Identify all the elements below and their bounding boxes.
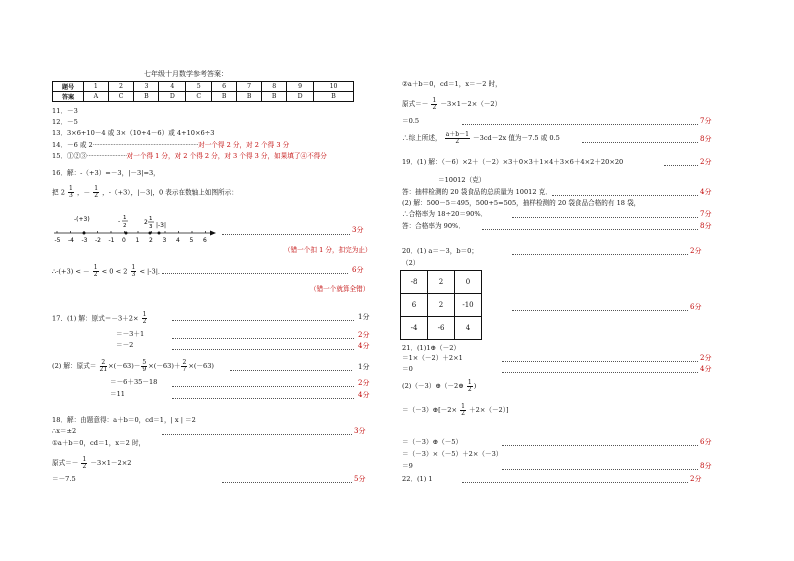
magic-square-grid xyxy=(400,270,482,340)
leader-dots xyxy=(162,273,348,274)
score: 6分 xyxy=(700,438,712,446)
leader-dots xyxy=(172,338,354,339)
grid-row xyxy=(401,271,482,294)
point-two-third xyxy=(144,216,154,235)
label-neg-half-den: 2 xyxy=(123,223,127,229)
page-title: 七年级十月数学参考答案： xyxy=(144,70,228,78)
q16-note2: （错一个就算全错） xyxy=(310,285,370,293)
q19-line-b: ＝10012（克） xyxy=(438,176,486,184)
table-cell: B xyxy=(314,92,354,102)
label-neg-half-num: 1 xyxy=(123,215,127,221)
q12-answer: 12．－5 xyxy=(52,118,78,126)
q17-2-line-c: ＝11 xyxy=(110,390,125,398)
table-cell: C xyxy=(186,92,212,102)
leader-dots xyxy=(502,372,698,373)
q16-b-post: ，-（+3），|－3|，0 表示在数轴上如图所示： xyxy=(102,188,238,197)
tick-label: 6 xyxy=(203,237,207,244)
grid-cell: 2 xyxy=(428,294,455,317)
leader-dots xyxy=(664,165,698,166)
score: 1分 xyxy=(358,363,370,371)
table-cell: 8 xyxy=(262,82,287,92)
grid-row xyxy=(401,317,482,340)
q21-line-f: ＝（－3）⊕（－5） xyxy=(402,438,463,446)
score: 3分 xyxy=(352,226,364,234)
fraction: $\frac{1}{2}$ xyxy=(94,185,99,199)
q18-line-e: ＝－7.5 xyxy=(52,475,76,483)
q16-line-a: 16．解：-（+3）=－3，|－3|=3， xyxy=(52,169,160,177)
point-marker xyxy=(125,232,128,235)
q14-note: 对一个得 2 分，对 2 个得 3 分 xyxy=(198,141,290,149)
table-cell: 5 xyxy=(186,82,212,92)
q19-line-f: 答：合格率为 90%． xyxy=(402,222,465,230)
q18-d-head: 原式＝－ xyxy=(52,459,79,467)
q15-answer xyxy=(52,152,327,161)
tick-label: 0 xyxy=(122,237,126,244)
q21-line-e xyxy=(402,402,509,418)
fraction: $\frac{1}{2}$ xyxy=(82,455,87,470)
score: 2分 xyxy=(358,331,370,339)
q15-leader: ························· xyxy=(86,152,127,160)
q21-line-a: 21．(1)1⊕（－2） xyxy=(402,344,461,352)
fraction: $\frac{a+b-1}{2}$ xyxy=(445,130,469,145)
leader-dots xyxy=(222,482,352,483)
table-cell: B xyxy=(134,92,159,102)
table-cell: 1 xyxy=(84,82,109,92)
q14-text: 14．－6 或 2 xyxy=(52,141,93,149)
score: 2分 xyxy=(690,247,702,255)
q11-answer: 11．－3 xyxy=(52,107,78,115)
score: 4分 xyxy=(358,391,370,399)
leader-dots xyxy=(462,124,698,125)
grid-row xyxy=(401,294,482,317)
q18-g-tail: －3×1－2×（－2） xyxy=(440,100,502,108)
q18-line-d xyxy=(52,455,131,471)
q19-line-e: ∴合格率为 18÷20＝90%． xyxy=(402,210,488,218)
fraction: $\frac{2}{21}$ xyxy=(99,358,108,373)
q19-line-d: (2) 解：500－5＝495，500+5=505，抽样检测的 20 袋食品合格的有 18 袋， xyxy=(402,199,641,207)
score: 2分 xyxy=(700,158,712,166)
label-neg3: -(+3) xyxy=(74,216,90,223)
fraction: $\frac{1}{2}$ xyxy=(432,96,437,111)
score: 3分 xyxy=(354,427,366,435)
fraction: $\frac{1}{2}$ xyxy=(467,378,472,393)
table-cell: 4 xyxy=(159,82,186,92)
leader-dots xyxy=(582,142,698,143)
grid-cell: 2 xyxy=(428,271,455,294)
row-label-answer: 答案 xyxy=(53,92,84,102)
q19-line-c: 答：抽样检测的 20 袋食品的总质量为 10012 克． xyxy=(402,188,552,196)
table-cell: 9 xyxy=(287,82,314,92)
fraction: $\frac{1}{2}$ xyxy=(93,264,98,278)
score: 5分 xyxy=(354,475,366,483)
point-marker xyxy=(158,232,161,235)
table-cell: B xyxy=(237,92,262,102)
grid-cell: -10 xyxy=(455,294,482,317)
table-cell: 10 xyxy=(314,82,354,92)
q14-answer xyxy=(52,141,289,150)
grid-cell: -6 xyxy=(428,317,455,340)
grid-cell: 0 xyxy=(455,271,482,294)
q13-answer: 13．3×6+10－4 或 3×（10+4－6）或 4+10×6÷3 xyxy=(52,129,215,137)
q21-e-tail: ＋2×（－2）] xyxy=(469,406,509,414)
q17-2-line-a: (2) 解：原式＝ $\frac{2}{21}$ ×(－63)－ $\frac{5}{9}$ ×(－63)＋ $\frac{2}{7}$ ×(－63) xyxy=(52,358,214,373)
leader-dots xyxy=(230,370,352,371)
fraction: $\frac{1}{2}$ xyxy=(142,311,147,325)
leader-dots xyxy=(512,310,688,311)
q18-line-f: ②a＋b＝0，cd＝1，x＝－2 时， xyxy=(402,80,502,88)
q20-line-a: 20．(1) a＝－3，b＝0； xyxy=(402,247,478,255)
score: 6分 xyxy=(352,266,364,274)
q18-d-tail: －3×1－2×2 xyxy=(90,459,132,467)
grid-cell: -4 xyxy=(401,317,428,340)
leader-dots xyxy=(502,445,698,446)
leader-dots xyxy=(172,320,354,321)
table-cell: 2 xyxy=(108,82,134,92)
table-cell: 7 xyxy=(237,82,262,92)
fraction: $\frac{5}{9}$ xyxy=(142,358,147,373)
q17-2-a-text: (2) 解：原式＝ xyxy=(52,362,97,370)
leader-dots xyxy=(552,195,698,196)
q18-g-head: 原式＝－ xyxy=(402,100,429,108)
table-cell: C xyxy=(108,92,134,102)
q18-line-c: ①a＋b＝0，cd＝1，x＝2 时， xyxy=(52,439,146,447)
q18-line-g xyxy=(402,96,501,112)
fraction: $\frac{2}{7}$ xyxy=(182,358,187,373)
arrow-right-icon xyxy=(210,231,216,236)
q21-line-d: (2)（－3）⊕（－2⊕ $\frac{1}{2}$ ) xyxy=(402,378,477,393)
point-marker xyxy=(83,232,86,235)
score: 8分 xyxy=(700,462,712,470)
table-cell: 6 xyxy=(212,82,237,92)
q16-b-pre: 把 2 xyxy=(52,188,65,197)
leader-dots xyxy=(172,398,354,399)
label-c-den: 3 xyxy=(149,224,153,230)
label-c-num: 1 xyxy=(149,216,153,222)
grid-cell: -8 xyxy=(401,271,428,294)
q16-inequality xyxy=(52,265,165,278)
tick-label: -5 xyxy=(54,237,61,244)
leader-dots xyxy=(462,482,688,483)
ineq-tail: < 0 < 2 xyxy=(101,267,128,276)
tick-label: -1 xyxy=(108,237,115,244)
tick-label: 3 xyxy=(162,237,167,244)
score: 8分 xyxy=(700,135,712,143)
table-cell: B xyxy=(212,92,237,102)
q19-line-a: 19．(1) 解：（－6）×2＋（－2）×3＋0×3＋1×4＋3×6＋4×2＋20×20 xyxy=(402,158,624,166)
q17-2-line-b: ＝－6＋35－18 xyxy=(110,378,158,386)
q21-e-head: ＝（－3）⊕[－2× xyxy=(402,406,457,414)
q15-note: 对一个得 1 分，对 2 个得 2 分，对 3 个得 3 分，如果填了④不得分 xyxy=(126,152,327,160)
q22-line: 22．(1) 1 xyxy=(402,475,433,483)
leader-dots xyxy=(512,254,688,255)
q18-line-h: ＝0.5 xyxy=(402,117,420,125)
fraction: $\frac{1}{3}$ xyxy=(69,185,73,199)
label-c-whole: 2 xyxy=(144,219,148,226)
q16-note1: （错一个扣 1 分，扣完为止） xyxy=(284,246,372,254)
q17-1-line-b: ＝－3＋1 xyxy=(116,330,145,338)
q21-line-b: ＝1×（－2）＋2×1 xyxy=(402,354,463,362)
score: 2分 xyxy=(690,475,702,483)
grid-cell: 6 xyxy=(401,294,428,317)
score: 6分 xyxy=(690,303,702,311)
q17-1-line-c: ＝－2 xyxy=(116,341,134,349)
q16-b-mid: ，－ xyxy=(76,188,91,197)
q17-1-a-text: 17．(1) 解：原式＝－3＋2× xyxy=(52,314,139,323)
tick-label: -4 xyxy=(68,237,74,244)
leader-dots xyxy=(172,386,354,387)
score: 2分 xyxy=(358,379,370,387)
score: 8分 xyxy=(700,222,712,230)
leader-dots xyxy=(172,349,354,350)
grid-cell: 4 xyxy=(455,317,482,340)
leader-dots xyxy=(502,469,698,470)
q18-i-tail: －3cd－2x 值为－7.5 或 0.5 xyxy=(473,134,560,142)
q21-line-h: ＝9 xyxy=(402,462,413,470)
q14-leader: ·································································· xyxy=(92,141,199,149)
tick-label: 1 xyxy=(135,237,140,244)
fraction: $\frac{1}{2}$ xyxy=(461,402,465,417)
q21-line-g: ＝（－3）×（－5）＋2×（－3） xyxy=(402,450,503,458)
number-line xyxy=(52,212,222,248)
row-label-number: 题号 xyxy=(53,82,84,92)
q18-line-a: 18．解：由题意得：a＋b＝0，cd＝1，| x | ＝2 xyxy=(52,416,196,424)
table-cell: 3 xyxy=(134,82,159,92)
ineq-tail2: < |-3|． xyxy=(139,267,165,276)
q18-line-i xyxy=(402,130,560,146)
tick-label: -3 xyxy=(81,237,88,244)
leader-dots xyxy=(502,361,698,362)
tick-label: 5 xyxy=(189,237,194,244)
leader-dots xyxy=(512,217,698,218)
score: 1分 xyxy=(358,313,370,321)
score: 4分 xyxy=(358,342,370,350)
score: 7分 xyxy=(700,117,712,125)
tick-label: -2 xyxy=(95,237,101,244)
table-cell: A xyxy=(84,92,109,102)
ineq-head: ∴-(+3) < － xyxy=(52,267,90,276)
leader-dots xyxy=(222,234,350,235)
label-neg-half-sign: - xyxy=(118,218,121,225)
q20-line-b: （2） xyxy=(402,259,420,267)
q17-1-line-a xyxy=(52,312,148,325)
q16-line-b xyxy=(52,186,238,199)
leader-dots xyxy=(482,229,698,230)
score: 7分 xyxy=(700,210,712,218)
tick-label: 2 xyxy=(149,237,153,244)
fraction: $\frac{1}{3}$ xyxy=(131,264,136,278)
label-abs3: |-3| xyxy=(156,222,167,229)
leader-dots xyxy=(162,434,352,435)
point-neg3 xyxy=(74,216,90,235)
score: 2分 xyxy=(700,354,712,362)
answer-table xyxy=(52,81,354,102)
q18-i-pre: ∴综上所述， xyxy=(402,134,442,142)
q21-d-head: (2)（－3）⊕（－2⊕ xyxy=(402,382,464,390)
q21-line-c: ＝0 xyxy=(402,365,413,373)
tick-label: 4 xyxy=(176,237,180,244)
q18-line-b: ∴x＝±2 xyxy=(52,427,77,435)
score: 4分 xyxy=(700,365,712,373)
table-cell: D xyxy=(287,92,314,102)
table-cell: B xyxy=(262,92,287,102)
table-cell: D xyxy=(159,92,186,102)
q15-text: 15．①②③ xyxy=(52,152,87,160)
answer-table-answer-row xyxy=(53,92,354,102)
score: 4分 xyxy=(700,188,712,196)
point-neg-half xyxy=(118,215,128,235)
answer-table-number-row xyxy=(53,82,354,92)
point-marker xyxy=(149,232,152,235)
